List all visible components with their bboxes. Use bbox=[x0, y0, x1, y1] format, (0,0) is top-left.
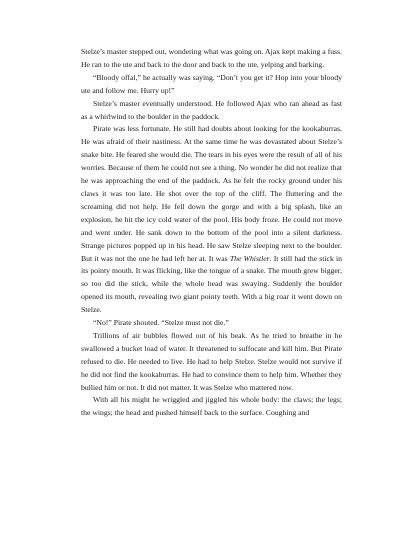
paragraph-4-text-after: . It still had the stick in its pointy mouth. It was flicking, like the tongue of a snake. The mouth grew bigger, so too did the stick, while the whole head was swaying. Suddenly the boulder opened its mouth, revealing two giant pointy teeth. With a big roar it went down on Stelze. bbox=[81, 253, 342, 315]
paragraph-6: Trillions of air bubbles flowed out of his beak. As he tried to breathe in he swallowed a bucket load of water. It threatened to suffocate and kill him. But Pirate refused to die. He needed to live. He had to help Stelze. Stelze would not survive if he did not find the kookaburras. He had to convince them to help him. Whether they bullied him or not. It did not matter. It was Stelze who mattered now. bbox=[81, 330, 342, 392]
paragraph-2: “Bloody offal,” he actually was saying. “Don’t you get it? Hop into your bloody ute and follow me. Hurry up!” bbox=[81, 72, 342, 95]
body-text bbox=[81, 46, 342, 420]
paragraph-3: Stelze’s master eventually understood. He followed Ajax who ran ahead as fast as a whirlwind to the boulder in the paddock. bbox=[81, 98, 342, 121]
paragraph-7: With all his might he wriggled and jiggled his whole body: the claws; the legs; the wings; the head and pushed himself back to the surface. Coughing and bbox=[81, 395, 342, 418]
paragraph-4 bbox=[81, 123, 342, 317]
paragraph-4-text-before: Pirate was less fortunate. He still had doubts about looking for the kookaburras. He was afraid of their nastiness. At the same time he was devastated about Stelze’s snake bite. He feared she would die. The tears in his eyes were the result of all of his worries. Because of them he could not see a thing. No wonder he did not realize that he was approaching the end of the paddock. As he felt the rocky ground under his claws it was too late. He shot over the top of the cliff. The fluttering and the screaming did not help. He fell down the gorge and with a big splash, like an explosion, he hit the icy cold water of the pool. His body froze. He could not move and went under. He sank down to the bottom of the pool into a silent darkness. Strange pictures popped up in his head. He saw Stelze sleeping next to the boulder. But it was not the one he had left her at. It was bbox=[81, 124, 342, 263]
paragraph-5: “No!” Pirate shouted. “Stelze must not die.” bbox=[93, 318, 229, 328]
paragraph-1: Stelze’s master stepped out, wondering what was going on. Ajax kept making a fuss. He ran to the ute and back to the door and back to the ute, yelping and barking. bbox=[81, 47, 342, 69]
the-whistler-emphasis: The Whistler bbox=[229, 253, 270, 263]
